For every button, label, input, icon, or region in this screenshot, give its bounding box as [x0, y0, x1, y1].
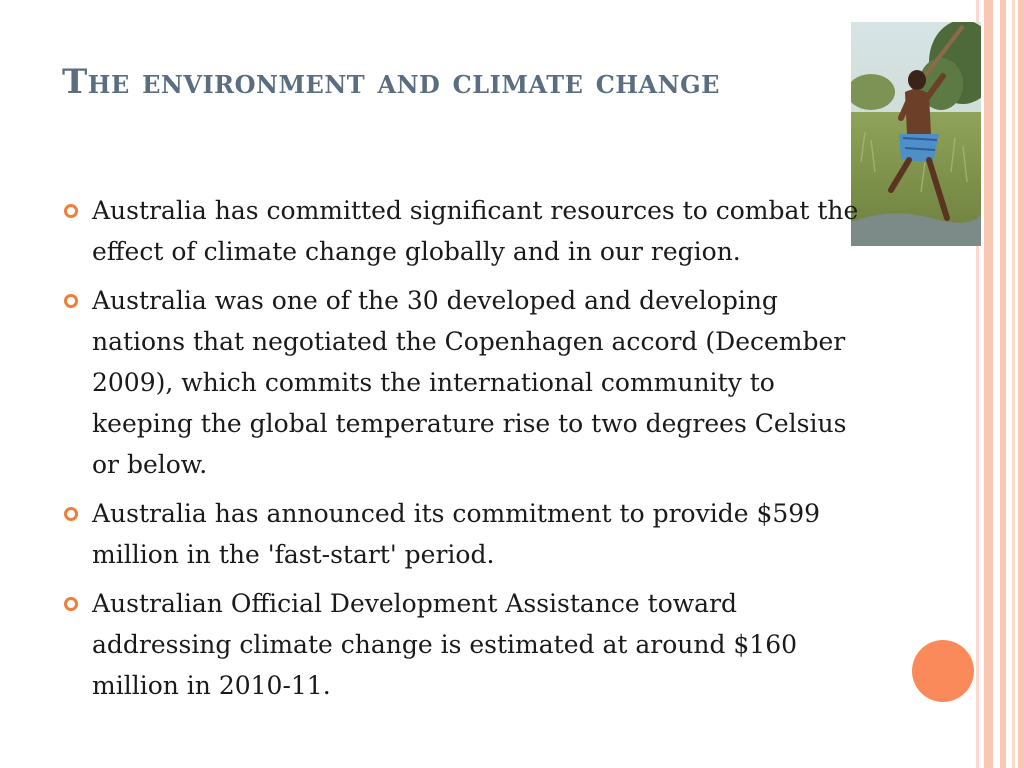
bullet-item — [62, 583, 862, 706]
bullet-item — [62, 190, 862, 272]
ring-bullet-icon — [64, 204, 78, 218]
bullet-item — [62, 493, 862, 575]
bullet-text: Australian Official Development Assistance toward addressing climate change is estimated at around $160 million in 2010-11. — [92, 589, 798, 700]
stripe — [984, 0, 993, 768]
ring-bullet-icon — [64, 507, 78, 521]
ring-bullet-icon — [64, 294, 78, 308]
stripe — [1018, 0, 1024, 768]
stripe — [1000, 0, 1006, 768]
bullet-text: Australia has announced its commitment to provide $599 million in the 'fast-start' period. — [92, 499, 821, 569]
slide-title: The environment and climate change — [62, 62, 720, 102]
bullet-text: Australia has committed significant resources to combat the effect of climate change globally and in our region. — [92, 196, 859, 266]
decorative-orange-circle — [912, 640, 974, 702]
decorative-side-stripes — [976, 0, 1024, 768]
stripe — [1012, 0, 1015, 768]
farmer-photo — [851, 22, 981, 246]
ring-bullet-icon — [64, 597, 78, 611]
bullet-item — [62, 280, 862, 485]
bullet-text: Australia was one of the 30 developed and developing nations that negotiated the Copenhagen accord (December 2009), which commits the international community to keeping the global temperature rise to two degrees Celsius or below. — [92, 286, 847, 479]
bullet-list — [62, 190, 862, 714]
